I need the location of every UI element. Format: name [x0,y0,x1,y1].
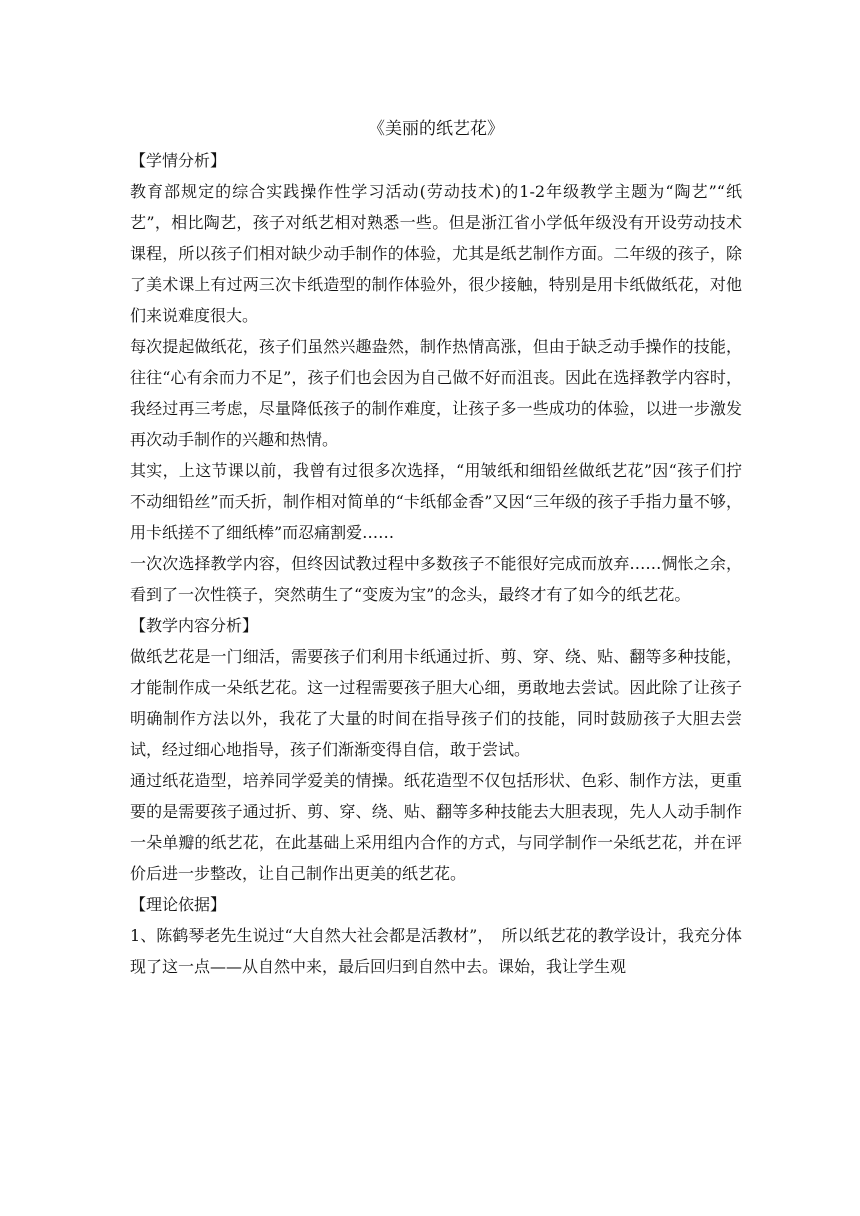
paragraph: 一次次选择教学内容，但终因试教过程中多数孩子不能很好完成而放弃……惆怅之余，看到了一次性筷子，突然萌生了“变废为宝”的念头，最终才有了如今的纸艺花。 [130,554,742,604]
document-title: 《美丽的纸艺花》 [368,119,504,139]
document-body [130,113,742,982]
section-heading-theory-basis: 【理论依据】 [130,895,227,914]
paragraph: 教育部规定的综合实践操作性学习活动(劳动技术)的1-2年级教学主题为“陶艺”“纸艺”，相比陶艺，孩子对纸艺相对熟悉一些。但是浙江省小学低年级没有开设劳动技术课程，所以孩子们相对缺少动手制作的体验，尤其是纸艺制作方面。二年级的孩子，除了美术课上有过两三次卡纸造型的制作体验外，很少接触，特别是用卡纸做纸花，对他们来说难度很大。 [130,182,742,325]
paragraph: 其实，上这节课以前，我曾有过很多次选择，“用皱纸和细铅丝做纸艺花”因“孩子们拧不动细铅丝”而夭折，制作相对简单的“卡纸郁金香”又因“三年级的孩子手指力量不够，用卡纸搓不了细纸棒”而忍痛割爱…… [130,461,742,542]
paragraph: 做纸艺花是一门细活，需要孩子们利用卡纸通过折、剪、穿、绕、贴、翻等多种技能，才能制作成一朵纸艺花。这一过程需要孩子胆大心细，勇敢地去尝试。因此除了让孩子明确制作方法以外，我花了大量的时间在指导孩子们的技能，同时鼓励孩子大胆去尝试，经过细心地指导，孩子们渐渐变得自信，敢于尝试。 [130,647,742,759]
paragraph: 每次提起做纸花，孩子们虽然兴趣盎然，制作热情高涨，但由于缺乏动手操作的技能，往往“心有余而力不足”，孩子们也会因为自己做不好而沮丧。因此在选择教学内容时，我经过再三考虑，尽量降低孩子的制作难度，让孩子多一些成功的体验，以进一步激发再次动手制作的兴趣和热情。 [130,337,742,449]
paragraph: 通过纸花造型，培养同学爱美的情操。纸花造型不仅包括形状、色彩、制作方法，更重要的是需要孩子通过折、剪、穿、绕、贴、翻等多种技能去大胆表现，先人人动手制作一朵单瓣的纸艺花，在此基础上采用组内合作的方式，与同学制作一朵纸艺花，并在评价后进一步整改，让自己制作出更美的纸艺花。 [130,771,742,883]
section-heading-student-analysis: 【学情分析】 [130,151,227,170]
paragraph: 1、陈鹤琴老先生说过“大自然大社会都是活教材”， 所以纸艺花的教学设计，我充分体现了这一点——从自然中来，最后回归到自然中去。课始，我让学生观 [130,926,742,976]
section-heading-content-analysis: 【教学内容分析】 [130,616,259,635]
